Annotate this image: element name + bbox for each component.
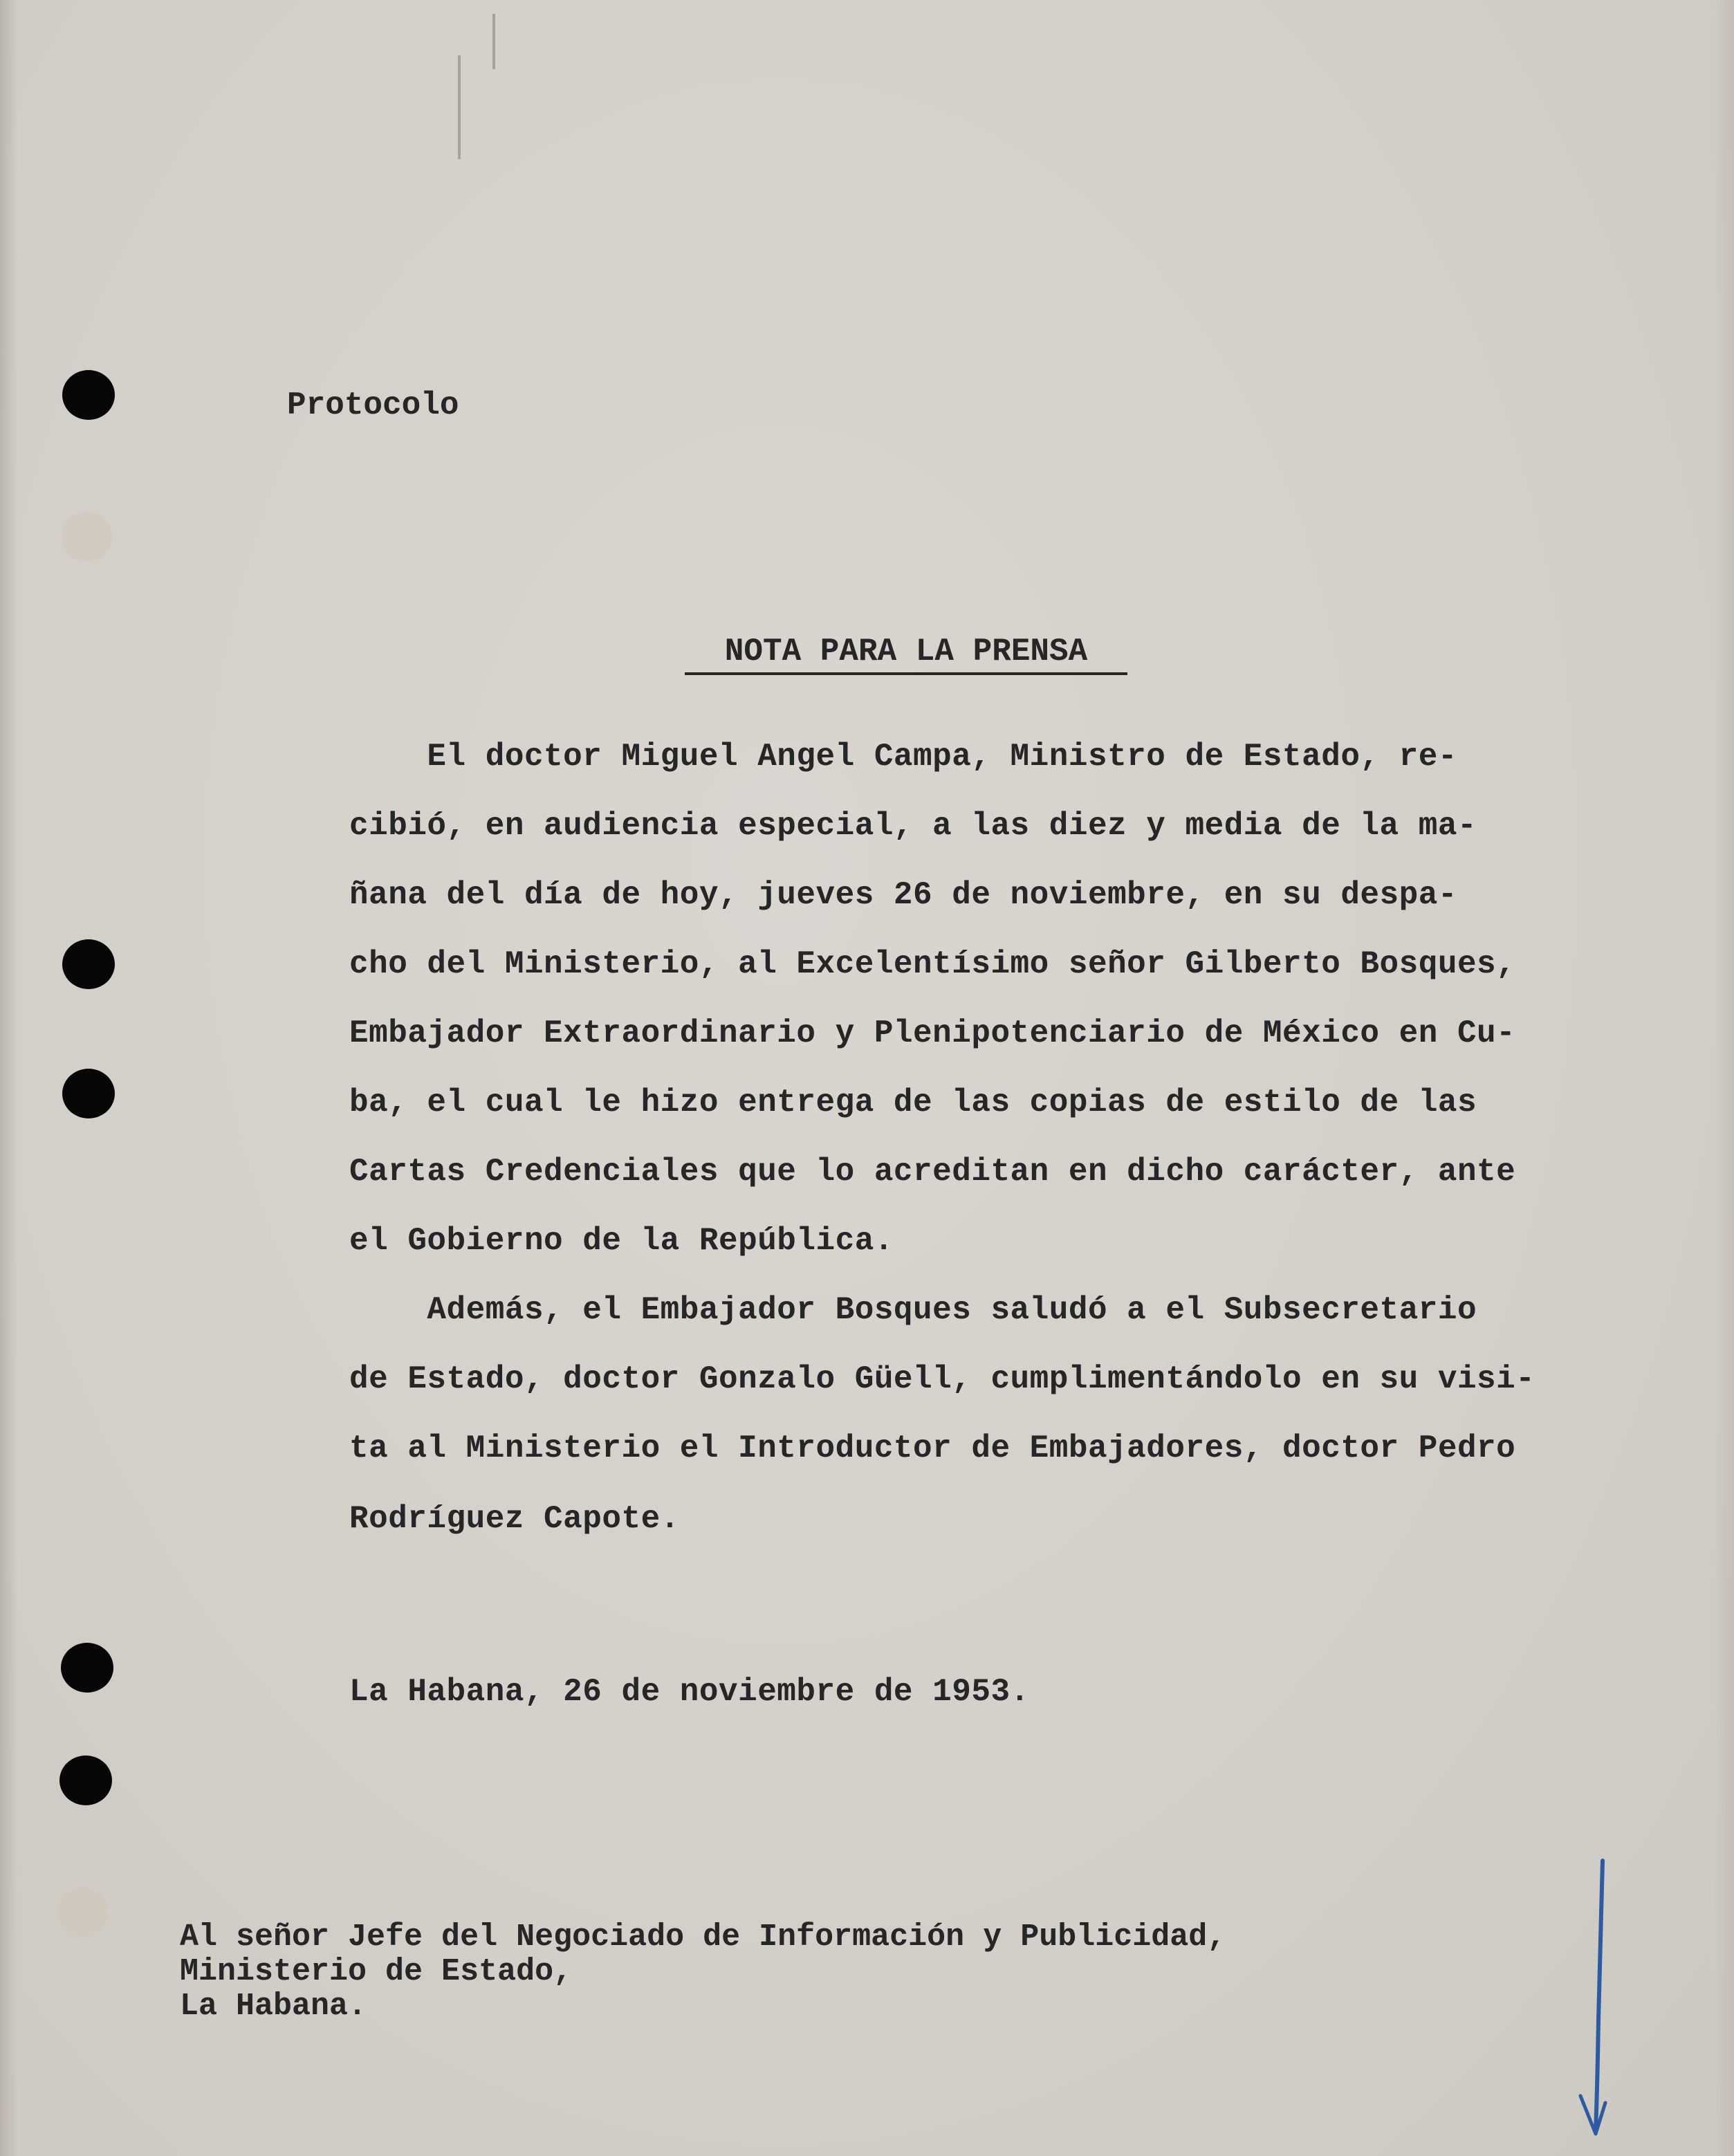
paper-edge-right [1713, 0, 1734, 2156]
body-line-11: ta al Ministerio el Introductor de Embajadores, doctor Pedro [349, 1430, 1516, 1466]
body-line-2: cibió, en audiencia especial, a las diez y media de la ma- [349, 808, 1477, 844]
punch-hole-ghost-1 [62, 512, 112, 562]
body-line-3: ñana del día de hoy, jueves 26 de noviembre, en su despa- [349, 877, 1457, 913]
department-heading: Protocolo [287, 387, 459, 423]
punch-hole-ghost-2 [58, 1887, 108, 1937]
pen-arrow-mark [1560, 1854, 1643, 2144]
body-line-9: Además, el Embajador Bosques saludó a el Subsecretario [349, 1292, 1477, 1328]
document-title: NOTA PARA LA PRENSA [685, 631, 1127, 675]
punch-hole-2 [62, 939, 115, 989]
addressee-line-3: La Habana. [180, 1989, 367, 2024]
punch-hole-5 [59, 1756, 112, 1805]
body-line-5: Embajador Extraordinario y Plenipotenciario de México en Cu- [349, 1015, 1516, 1051]
top-crease-mark [458, 55, 461, 159]
punch-hole-4 [61, 1643, 113, 1693]
body-line-12: Rodríguez Capote. [349, 1501, 680, 1537]
place-date: La Habana, 26 de noviembre de 1953. [349, 1674, 1030, 1710]
body-line-4: cho del Ministerio, al Excelentísimo señor Gilberto Bosques, [349, 946, 1516, 982]
punch-hole-3 [62, 1069, 115, 1118]
paper-edge-left [0, 0, 18, 2156]
top-crease-mark-2 [492, 14, 495, 69]
body-line-8: el Gobierno de la República. [349, 1223, 894, 1259]
body-line-7: Cartas Credenciales que lo acreditan en dicho carácter, ante [349, 1154, 1516, 1190]
body-line-10: de Estado, doctor Gonzalo Güell, cumplimentándolo en su visi- [349, 1361, 1535, 1397]
body-line-1: El doctor Miguel Angel Campa, Ministro de Estado, re- [349, 739, 1457, 775]
body-line-6: ba, el cual le hizo entrega de las copias de estilo de las [349, 1085, 1477, 1121]
addressee-line-1: Al señor Jefe del Negociado de Información y Publicidad, [180, 1919, 1226, 1955]
addressee-line-2: Ministerio de Estado, [180, 1954, 573, 1989]
punch-hole-1 [62, 370, 115, 420]
